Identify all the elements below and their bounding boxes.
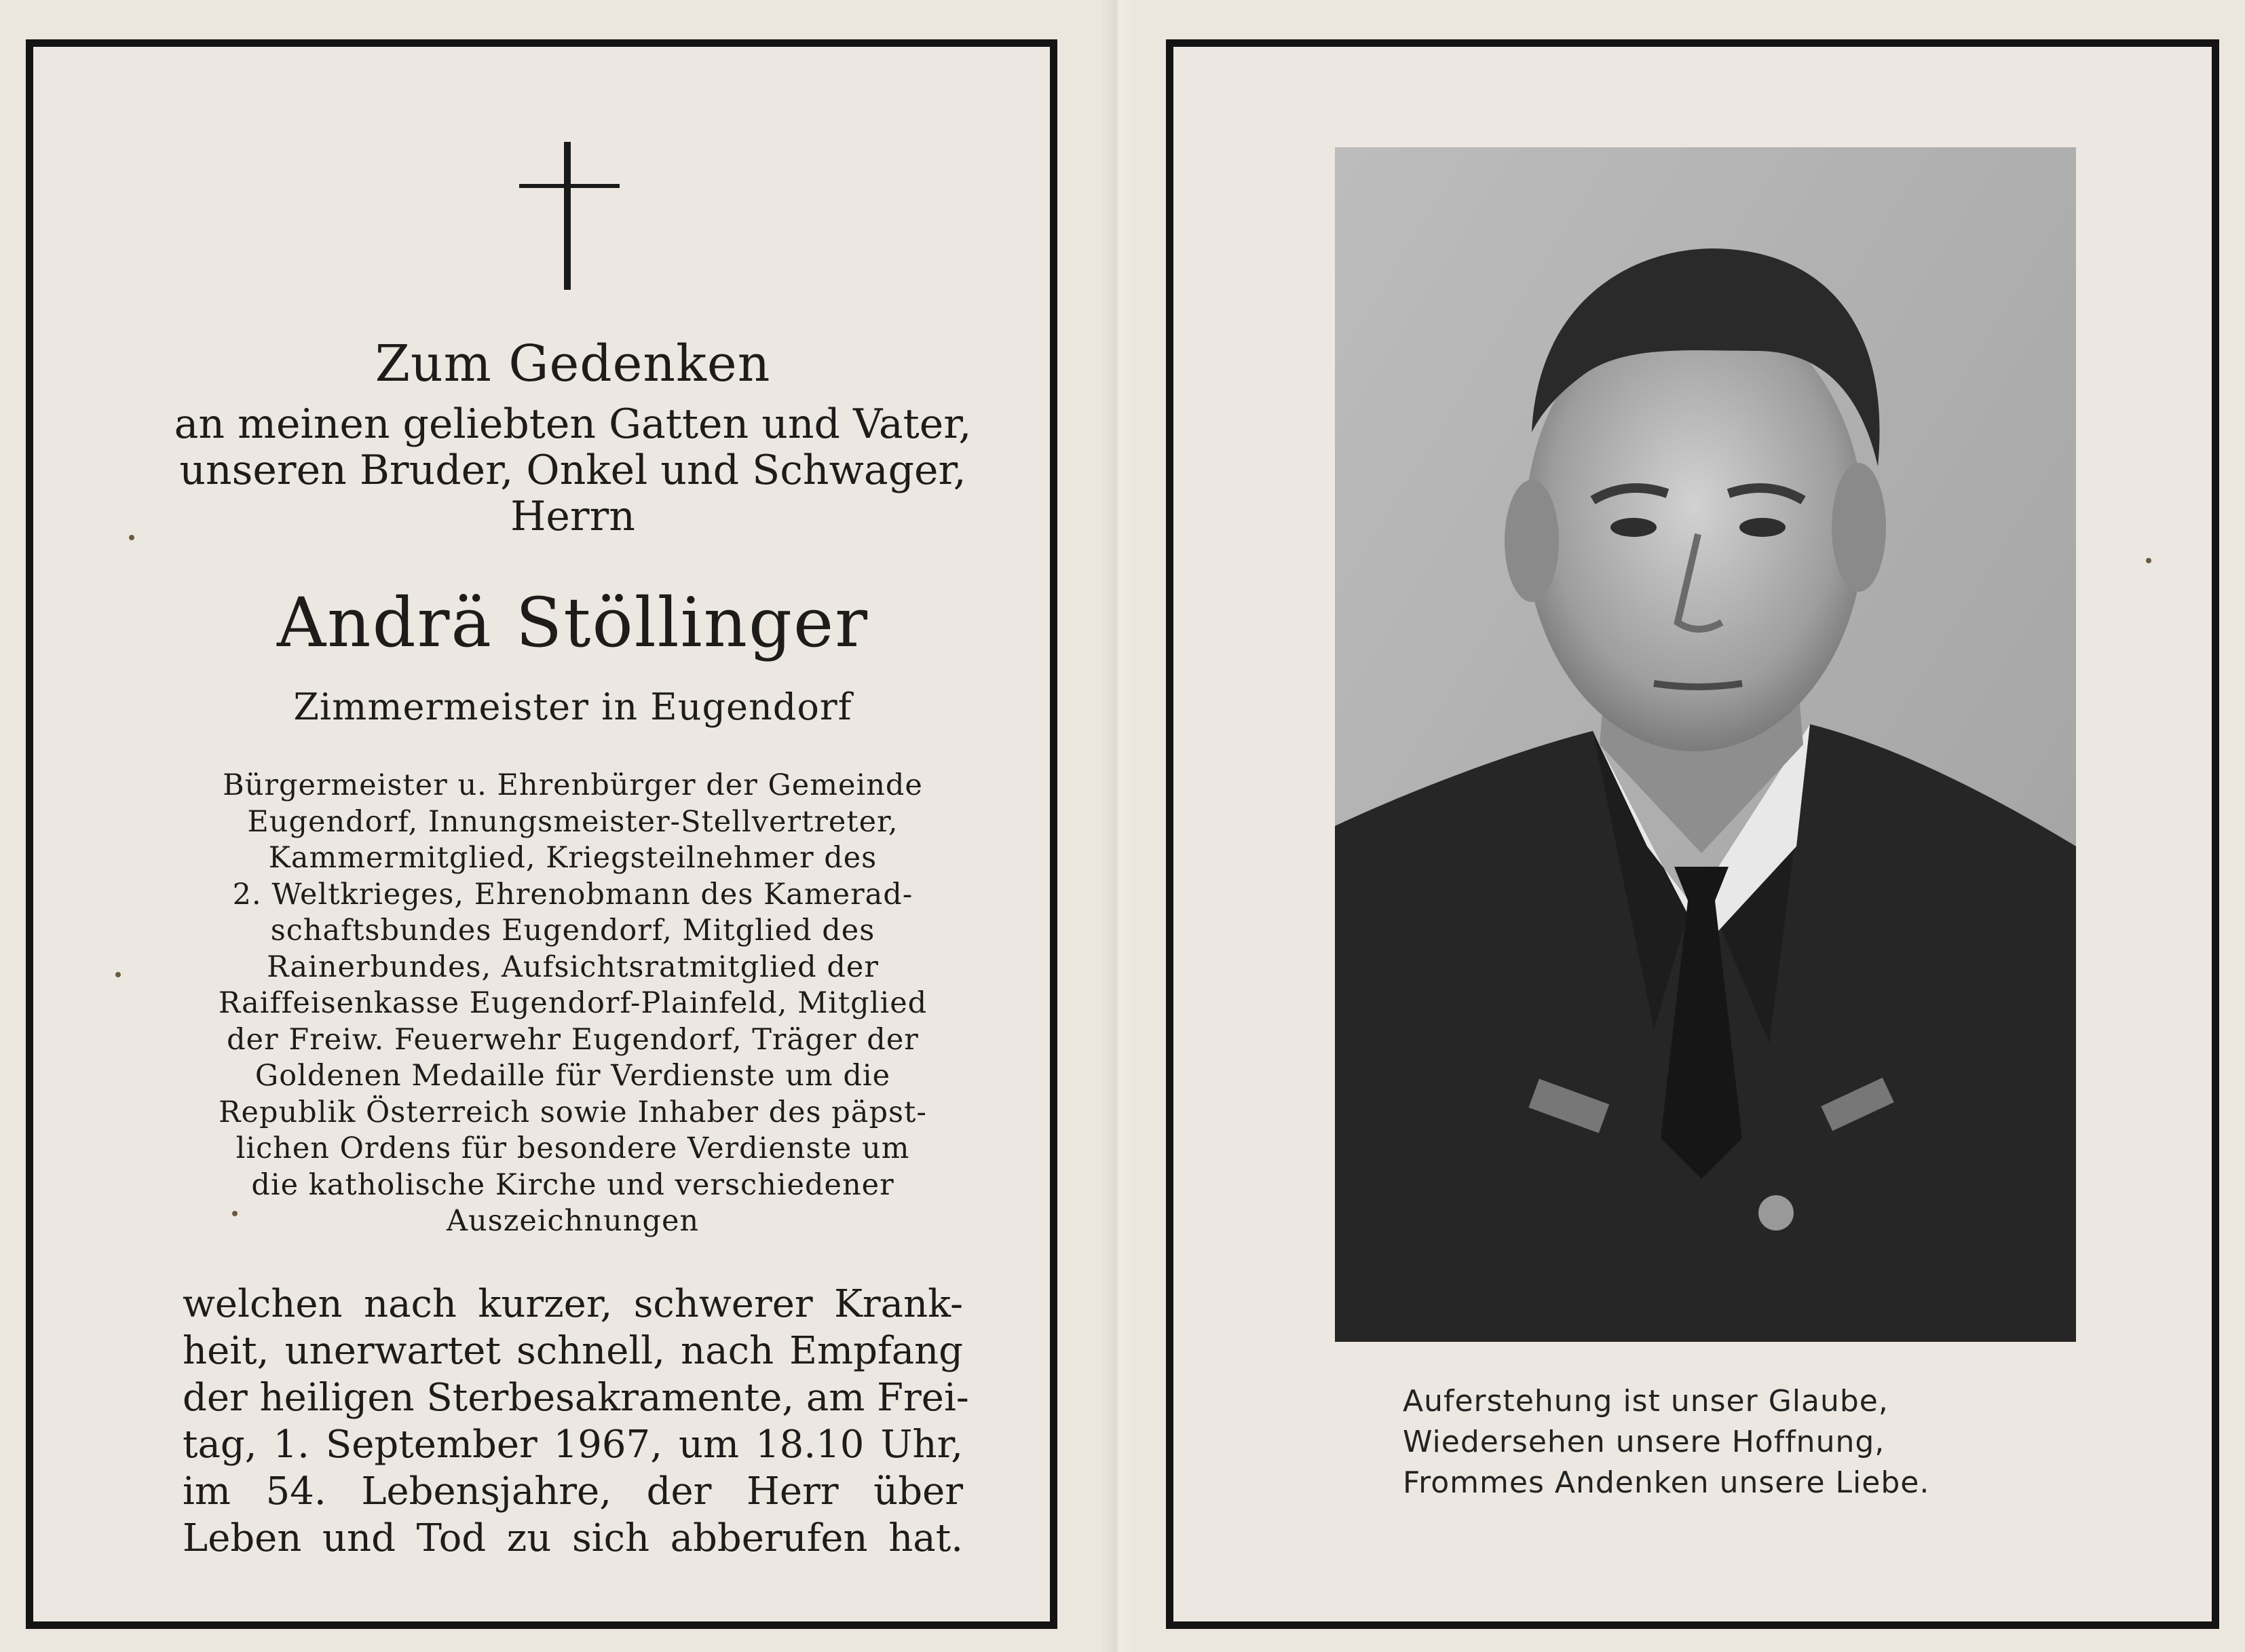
- eye-right: [1739, 518, 1786, 537]
- closing-line: der heiligen Sterbesakramente, am Frei-: [183, 1376, 969, 1420]
- cross-horizontal-bar: [519, 184, 620, 188]
- closing-line: heit, unerwartet schnell, nach Empfang: [183, 1329, 963, 1373]
- honors-line: schaftsbundes Eugendorf, Mitglied des: [270, 914, 875, 947]
- cross-icon: [33, 142, 1050, 291]
- honors-line: Raiffeisenkasse Eugendorf-Plainfeld, Mitglied: [218, 986, 928, 1020]
- center-fold: [1101, 0, 1135, 1652]
- intro-line: an meinen geliebten Gatten und Vater,: [174, 400, 972, 448]
- honors-line: Eugendorf, Innungsmeister-Stellvertreter,: [247, 804, 899, 839]
- honors-line: die katholische Kirche und verschiedener: [251, 1167, 894, 1202]
- closing-line: tag, 1. September 1967, um 18.10 Uhr,: [183, 1423, 963, 1467]
- honors-line: Kammermitglied, Kriegsteilnehmer des: [268, 841, 878, 875]
- closing-text: [183, 1281, 969, 1562]
- honors-line: Bürgermeister u. Ehrenbürger der Gemeinde: [223, 768, 923, 802]
- verse-line: Wiedersehen unsere Hoffnung,: [1403, 1425, 1885, 1459]
- honors-line: der Freiw. Feuerwehr Eugendorf, Träger der: [227, 1022, 919, 1057]
- honors-line: Republik Österreich sowie Inhaber des päpst-: [219, 1095, 927, 1129]
- deceased-name: Andrä Stöllinger: [276, 583, 869, 662]
- paper-speck: [2146, 558, 2151, 563]
- honors-line: Auszeichnungen: [446, 1204, 700, 1238]
- heading: Zum Gedenken: [375, 335, 771, 393]
- intro-line: unseren Bruder, Onkel und Schwager,: [179, 447, 966, 494]
- paper-speck: [115, 972, 121, 977]
- intro-text: [149, 401, 997, 540]
- paper-speck: [232, 1211, 238, 1216]
- left-card: [26, 39, 1057, 1629]
- closing-line: im 54. Lebensjahre, der Herr über: [183, 1469, 963, 1514]
- portrait-photo: [1335, 147, 2076, 1342]
- eye-left: [1610, 518, 1657, 537]
- intro-line: Herrn: [510, 493, 635, 540]
- paper-speck: [129, 535, 134, 540]
- closing-line: Leben und Tod zu sich abberufen hat.: [183, 1516, 963, 1560]
- verse-text: [1403, 1381, 2014, 1503]
- ear-left: [1505, 480, 1559, 602]
- verse-line: Auferstehung ist unser Glaube,: [1403, 1384, 1889, 1419]
- cross-vertical-bar: [564, 142, 571, 290]
- honors-line: Goldenen Medaille für Verdienste um die: [254, 1059, 891, 1093]
- profession: Zimmermeister in Eugendorf: [293, 686, 852, 728]
- mouth: [1654, 683, 1742, 687]
- lapel-badge: [1758, 1195, 1794, 1231]
- honors-text: [149, 768, 997, 1240]
- ear-right: [1832, 463, 1886, 592]
- right-card: [1166, 39, 2219, 1629]
- honors-line: lichen Ordens für besondere Verdienste um: [235, 1131, 910, 1165]
- honors-line: 2. Weltkrieges, Ehrenobmann des Kamerad-: [232, 877, 913, 912]
- closing-line: welchen nach kurzer, schwerer Krank-: [183, 1282, 963, 1326]
- honors-line: Rainerbundes, Aufsichtsratmitglied der: [267, 950, 879, 984]
- portrait-illustration: [1335, 147, 2076, 1342]
- verse-line: Frommes Andenken unsere Liebe.: [1403, 1465, 1930, 1500]
